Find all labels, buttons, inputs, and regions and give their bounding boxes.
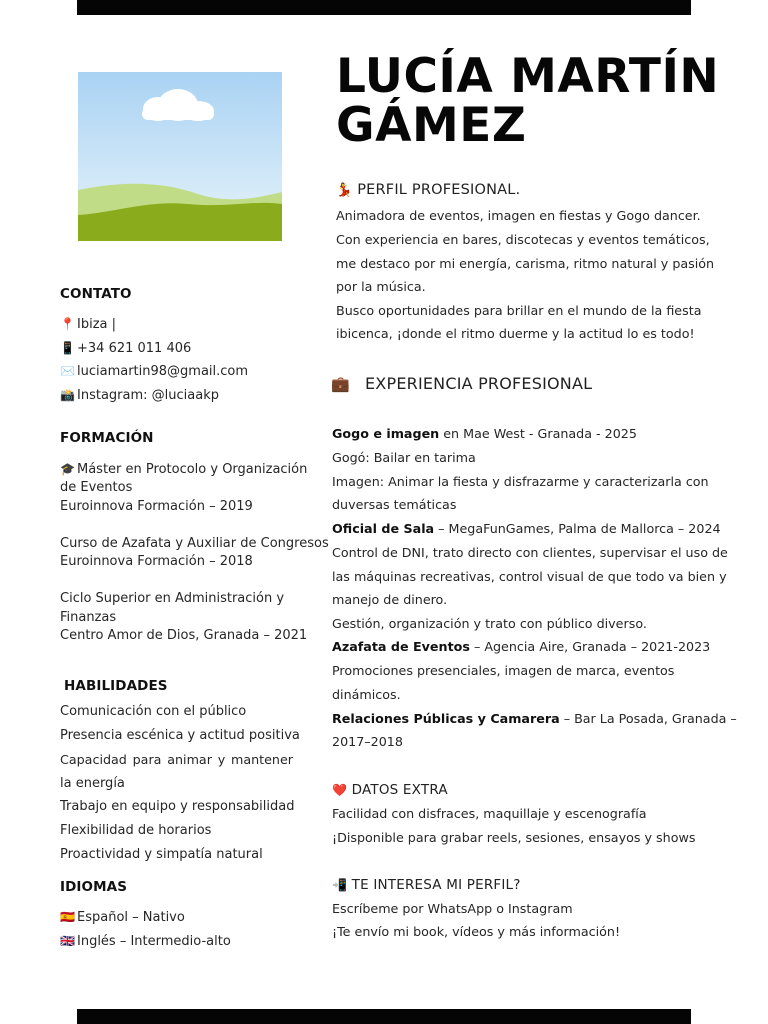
- profile-text-line: Con experiencia en bares, discotecas y eventos temáticos,: [336, 232, 710, 247]
- contact-location: 📍 Ibiza |: [60, 317, 116, 332]
- education-item-3-line-1: Ciclo Superior en Administración y: [60, 591, 285, 606]
- language-english: 🇬🇧 Inglés – Intermedio-alto: [60, 934, 231, 949]
- cta-text-line: ¡Te envío mi book, vídeos y más información!: [332, 924, 621, 939]
- dancer-icon: 💃: [336, 183, 353, 198]
- job-3-detail: dinámicos.: [332, 687, 401, 702]
- education-item-1-line-1: 🎓 Máster en Protocolo y Organización: [60, 462, 308, 477]
- job-4-title: Relaciones Públicas y Camarera – Bar La Posada, Granada –: [332, 711, 737, 726]
- education-item-3-line-3: Centro Amor de Dios, Granada – 2021: [60, 628, 308, 643]
- profile-text-line: ibicenca, ¡donde el ritmo duerme y la actitud lo es todo!: [336, 326, 695, 341]
- name-line-2: GÁMEZ: [336, 98, 527, 153]
- education-item-2-line-1: Curso de Azafata y Auxiliar de Congresos: [60, 536, 329, 551]
- languages-heading: IDIOMAS: [60, 879, 128, 895]
- mobile-phone-icon: 📲: [332, 878, 348, 892]
- extra-text-line: ¡Disponible para grabar reels, sesiones, ensayos y shows: [332, 830, 696, 845]
- extra-heading: ❤️ DATOS EXTRA: [332, 782, 448, 798]
- education-item-1-line-3: Euroinnova Formación – 2019: [60, 499, 253, 514]
- job-1-detail: Gogó: Bailar en tarima: [332, 450, 476, 465]
- profile-heading: 💃 PERFIL PROFESIONAL.: [336, 182, 521, 198]
- job-4-detail: 2017–2018: [332, 734, 403, 749]
- profile-text-line: me destaco por mi energía, carisma, ritmo natural y pasión: [336, 256, 715, 271]
- contact-phone: 📱 +34 621 011 406: [60, 341, 192, 356]
- contact-heading: CONTATO: [60, 286, 132, 302]
- education-heading: FORMACIÓN: [60, 430, 154, 446]
- extra-text-line: Facilidad con disfraces, maquillaje y escenografía: [332, 806, 647, 821]
- job-2-detail: Control de DNI, trato directo con clientes, supervisar el uso de: [332, 545, 728, 560]
- phone-icon: 📱: [60, 341, 75, 355]
- job-3-detail: Promociones presenciales, imagen de marca, eventos: [332, 663, 675, 678]
- job-2-detail: manejo de dinero.: [332, 592, 448, 607]
- heart-icon: ❤️: [332, 783, 348, 797]
- contact-email: ✉️ luciamartin98@gmail.com: [60, 364, 249, 379]
- skill-item: Proactividad y simpatía natural: [60, 847, 263, 862]
- job-1-detail: Imagen: Animar la fiesta y disfrazarme y caracterizarla con: [332, 474, 709, 489]
- skill-item: Presencia escénica y actitud positiva: [60, 728, 300, 743]
- profile-text-line: por la música.: [336, 279, 426, 294]
- education-item-3-line-2: Finanzas: [60, 610, 117, 625]
- top-decorative-bar: [77, 0, 691, 15]
- landscape-image-icon: [78, 72, 282, 241]
- profile-text-line: Animadora de eventos, imagen en fiestas y Gogo dancer.: [336, 208, 701, 223]
- experience-heading: 💼 EXPERIENCIA PROFESIONAL: [331, 374, 593, 393]
- cta-text-line: Escríbeme por WhatsApp o Instagram: [332, 901, 573, 916]
- pin-icon: 📍: [60, 317, 75, 331]
- language-spanish: 🇪🇸 Español – Nativo: [60, 910, 185, 925]
- skill-item: Comunicación con el público: [60, 704, 247, 719]
- profile-text-line: Busco oportunidades para brillar en el mundo de la fiesta: [336, 303, 702, 318]
- job-3-title: Azafata de Eventos – Agencia Aire, Granada – 2021-2023: [332, 639, 711, 654]
- skill-item-continued: la energía: [60, 776, 125, 791]
- education-item-2-line-2: Euroinnova Formación – 2018: [60, 554, 253, 569]
- education-item-1-line-2: de Eventos: [60, 480, 133, 495]
- name-line-1: LUCÍA MARTÍN: [336, 49, 720, 104]
- candidate-name: [336, 49, 720, 153]
- contact-instagram: 📸 Instagram: @luciaakp: [60, 388, 219, 403]
- job-2-title: Oficial de Sala – MegaFunGames, Palma de Mallorca – 2024: [332, 521, 721, 536]
- skills-heading: HABILIDADES: [64, 678, 168, 694]
- cta-heading: 📲 TE INTERESA MI PERFIL?: [332, 877, 521, 893]
- graduation-cap-icon: 🎓: [60, 462, 75, 476]
- skill-item: Trabajo en equipo y responsabilidad: [60, 799, 295, 814]
- envelope-icon: ✉️: [60, 364, 75, 378]
- profile-photo-placeholder: [78, 72, 282, 241]
- job-1-title: Gogo e imagen en Mae West - Granada - 2025: [332, 426, 637, 441]
- briefcase-icon: 💼: [331, 375, 350, 393]
- job-2-detail: Gestión, organización y trato con público diverso.: [332, 616, 647, 631]
- camera-icon: 📸: [60, 388, 75, 402]
- skill-item: Flexibilidad de horarios: [60, 823, 212, 838]
- uk-flag-icon: 🇬🇧: [60, 934, 75, 948]
- job-2-detail: las máquinas recreativas, control visual de que todo va bien y: [332, 569, 727, 584]
- spain-flag-icon: 🇪🇸: [60, 910, 75, 924]
- job-1-detail: duversas temáticas: [332, 497, 457, 512]
- skill-item: Capacidad para animar y mantener: [60, 752, 293, 767]
- bottom-decorative-bar: [77, 1009, 691, 1024]
